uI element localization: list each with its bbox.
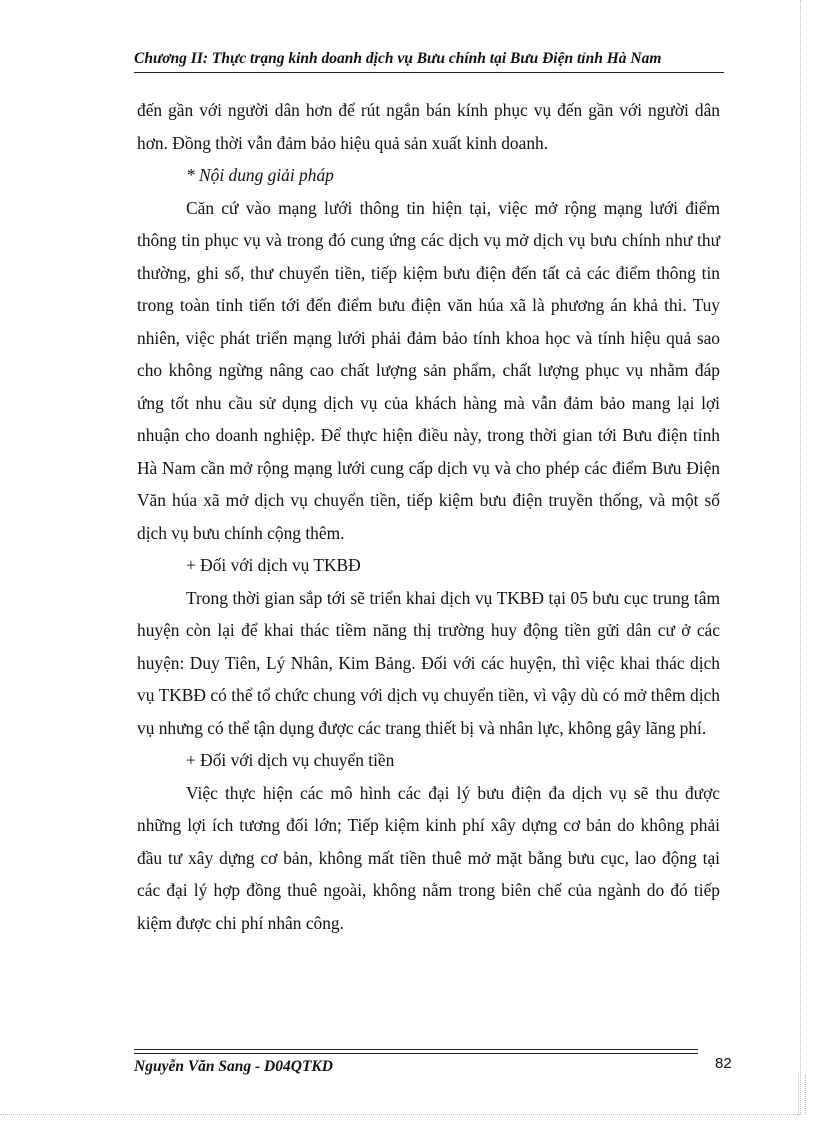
header-rule	[134, 72, 724, 73]
subheading-tkbd: + Đối với dịch vụ TKBĐ	[186, 555, 361, 575]
body-text	[137, 94, 720, 939]
page-border-bottom	[0, 1114, 800, 1115]
page-border-right	[800, 8, 801, 1115]
footer-rule-top	[134, 1049, 698, 1050]
page-border-corner	[798, 1075, 806, 1115]
paragraph-money-transfer: Việc thực hiện các mô hình các đại lý bưu điện đa dịch vụ sẽ thu được những lợi ích tương đối lớn; Tiếp kiệm kinh phí xây dựng cơ bản do không phải đầu tư xây dựng cơ bản, không mất tiền thuê mở mặt bằng bưu cục, lao động tại các đại lý hợp đồng thuê ngoài, không nằm trong biên chế của ngành do đó tiếp kiệm được chi phí nhân công.	[137, 782, 720, 933]
page-number: 82	[715, 1055, 732, 1072]
subheading-money-transfer: + Đối với dịch vụ chuyển tiền	[186, 750, 395, 770]
chapter-title: Chương II: Thực trạng kinh doanh dịch vụ Bưu chính tại Bưu Điện tỉnh Hà Nam	[134, 50, 662, 67]
paragraph-tkbd: Trong thời gian sắp tới sẽ triển khai dịch vụ TKBĐ tại 05 bưu cục trung tâm huyện còn lại để khai thác tiềm năng thị trường huy động tiền gửi dân cư ở các huyện: Duy Tiên, Lý Nhân, Kim Bảng. Đối với các huyện, thì việc khai thác dịch vụ TKBĐ có thể tổ chức chung với dịch vụ chuyển tiền, vì vậy dù có mở thêm dịch vụ nhưng có thể tận dụng được các trang thiết bị và nhân lực, không gây lãng phí.	[137, 587, 720, 738]
section-heading-solution-content: * Nội dung giải pháp	[186, 165, 334, 185]
footer-rule-bottom	[134, 1053, 698, 1054]
page-border-right-top	[800, 0, 801, 8]
paragraph-continuation: đến gần với người dân hơn để rút ngắn bán kính phục vụ đến gần với người dân hơn. Đồng thời vẫn đảm bảo hiệu quả sản xuất kinh doanh.	[137, 100, 720, 153]
page-header	[134, 50, 724, 73]
paragraph-network-expansion: Căn cứ vào mạng lưới thông tin hiện tại, việc mở rộng mạng lưới điểm thông tin phục vụ và trong đó cung ứng các dịch vụ mở dịch vụ bưu chính như thư thường, ghi số, thư chuyển tiền, tiếp kiệm bưu điện đến tất cả các điểm thông tin trong toàn tỉnh tiến tới đến điểm bưu điện văn húa xã là phương án khả thi. Tuy nhiên, việc phát triển mạng lưới phải đảm bảo tính khoa học và tính hiệu quả sao cho không ngừng nâng cao chất lượng sản phẩm, chất lượng phục vụ nhằm đáp ứng tốt nhu cầu sử dụng dịch vụ của khách hàng mà vẫn đảm bảo mang lại lợi nhuận cho doanh nghiệp. Để thực hiện điều này, trong thời gian tới Bưu điện tỉnh Hà Nam cần mở rộng mạng lưới cung cấp dịch vụ và cho phép các điểm Bưu Điện Văn húa xã mở dịch vụ chuyển tiền, tiếp kiệm bưu điện truyền thống, và một số dịch vụ bưu chính cộng thêm.	[137, 197, 720, 543]
footer-author: Nguyễn Văn Sang - D04QTKD	[134, 1058, 333, 1075]
